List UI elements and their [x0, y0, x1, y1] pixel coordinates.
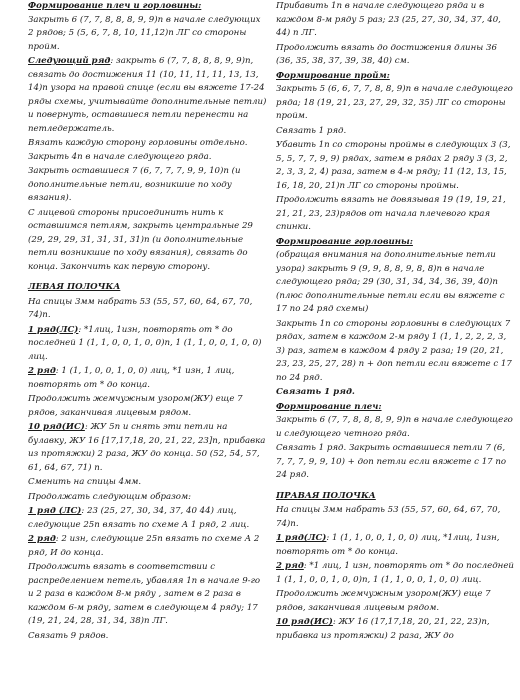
paragraph — [276, 401, 516, 442]
row-heading: 1 ряд(ЛС) — [28, 324, 79, 335]
section-title-left-front: ЛЕВАЯ ПОЛОЧКА — [28, 282, 121, 292]
paragraph — [276, 616, 516, 643]
paragraph: Связать 9 рядов. — [28, 630, 109, 641]
paragraph: Продолжить жемчужным узором(ЖУ) еще 7 рядов, заканчивая лицевым рядом. — [28, 394, 243, 418]
text: : *1 лиц, 1 изн, повторять от * до последней 1 (1, 1, 0, 0, 1, 0, 0)п, 1 (1, 1, 0, 0, 1, 0, 0) лиц. — [276, 561, 514, 585]
row-heading: 10 ряд(ИС) — [276, 617, 333, 627]
paragraph: Продолжить вязать не довязывая 19 (19, 19, 21, 21, 21, 23, 23)рядов от начала плечевого края спинки. — [276, 195, 506, 232]
paragraph — [28, 0, 268, 54]
paragraph — [276, 560, 516, 587]
paragraph — [276, 236, 516, 317]
paragraph — [28, 55, 268, 136]
row-heading: 10 ряд(ИС) — [28, 422, 85, 432]
paragraph: На спицы 3мм набрать 53 (55, 57, 60, 64, 67, 70, 74)п. — [28, 296, 253, 320]
row-heading: 1 ряд(ЛС) — [276, 533, 327, 543]
paragraph — [28, 505, 268, 532]
paragraph — [28, 421, 268, 475]
paragraph: Убавить 1п со стороны проймы в следующих 3 (3, 5, 5, 7, 7, 9, 9) рядах, затем в рядах 2 ряду 3 (3, 2, 2, 3, 3, 2, 4) раза, затем в 4-м ряду; 11 (12, 13, 15, 16, 18, 20, 21)п ЛГ со стороны проймы. — [276, 140, 511, 191]
text: Закрыть 6 (7, 7, 8, 8, 8, 9, 9)п в начале следующего и следующего четного ряда. — [276, 415, 513, 439]
paragraph: Продолжить жемчужным узором(ЖУ) еще 7 рядов, заканчивая лицевым рядом. — [276, 589, 491, 613]
section-heading: Формирование плеч: — [276, 401, 382, 412]
text: : 2 изн, следующие 25п вязать по схеме А 2 ряд, И до конца. — [28, 534, 260, 558]
row-heading: Следующий ряд — [28, 56, 111, 66]
section-heading: Формирование горловины: — [276, 236, 413, 247]
row-heading: 2 ряд — [28, 534, 56, 544]
paragraph: Связать 1 ряд. — [276, 125, 347, 136]
paragraph: Продолжить вязать в соответствии с распределением петель, убавляя 1п в начале 9-го и 2 раза в каждом 8-м ряду , затем в 2 раза в каждом 6-м ряду, затем в следующем 4 ряду; 17 (19, 21, 24, 28, 31, 34, 38)п ЛГ. — [28, 562, 261, 626]
paragraph: Вязать каждую сторону горловины отдельно. Закрыть 4п в начале следующего ряда. — [28, 138, 248, 162]
paragraph: Закрыть оставшиеся 7 (6, 7, 7, 7, 9, 9, 10)п (и дополнительные петли, возникшие по ходу вязания). — [28, 166, 241, 203]
paragraph: Закрыть 1п со стороны горловины в следующих 7 рядах, затем в каждом 2-м ряду 1 (1, 1, 2, 2, 2, 3, 3) раз, затем в каждом 4 ряду 2 раза; 19 (20, 21, 23, 23, 25, 27, 28) п + доп петли если вяжете с 17 по 24 ряд. — [276, 318, 512, 383]
text: Закрыть 6 (7, 7, 8, 8, 8, 9, 9)п в начале следующих 2 рядов; 5 (5, 6, 7, 8, 10, 11,12)п ЛГ со стороны пройм. — [28, 14, 261, 52]
paragraph — [28, 365, 268, 392]
row-heading: 2 ряд — [28, 366, 56, 376]
text: : ЖУ 5п и снять эти петли на булавку, ЖУ 16 [17,17,18, 20, 21, 22, 23]п, прибавка из протяжки) 2 раза, ЖУ до конца. 50 (52, 54, 57, 61, 64, 67, 71) п. — [28, 422, 266, 473]
paragraph: Сменить на спицы 4мм. — [28, 477, 142, 487]
paragraph: С лицевой стороны присоединить нить к оставшимся петлям, закрыть центральные 29 (29, 29, 29, 31, 31, 31, 31)п (и дополнительные петли возникшие по ходу вязания), связать до конца. Закончить как первую сторону. — [28, 207, 253, 272]
paragraph — [28, 533, 268, 560]
paragraph — [276, 70, 516, 124]
text: : закрыть 6 (7, 7, 8, 8, 8, 9, 9)п, связать до достижения 11 (10, 11, 11, 11, 13, 13, 14)п узора на правой спице (если вы вяжете 17-24 ряды схемы, учитывайте дополнительные петли) и повернуть, оставшиеся петли перенести на петледержатель. — [28, 56, 267, 134]
text: : 1 (1, 1, 0, 0, 1, 0, 0) лиц, *1лиц, 1изн, повторять от * до конца. — [276, 533, 500, 557]
text: : *1лиц, 1изн, повторять от * до последней 1 (1, 1, 0, 0, 1, 0, 0)п, 1 (1, 1, 0, 0, 1, 0, 0) лиц. — [28, 324, 262, 362]
paragraph: Связать 1 ряд. Закрыть оставшиеся петли 7 (6, 7, 7, 7, 9, 9, 10) + доп петли если вяжете с 17 по 24 ряд. — [276, 443, 507, 480]
section-heading: Формирование пройм: — [276, 70, 390, 81]
paragraph: Прибавить 1п в начале следующего ряда и в каждом 8-м ряду 5 раз; 23 (25, 27, 30, 34, 37, 40, 44) п ЛГ. — [276, 1, 501, 38]
paragraph: На спицы 3мм набрать 53 (55, 57, 60, 64, 67, 70, 74)п. — [276, 505, 501, 529]
paragraph: Продолжить вязать до достижения длины 36 (36, 35, 38, 37, 39, 38, 40) см. — [276, 42, 497, 66]
row-heading: 2 ряд — [276, 561, 304, 571]
text: : 1 (1, 1, 0, 0, 1, 0, 0) лиц, *1 изн, 1 лиц, повторять от * до конца. — [28, 366, 235, 390]
right-column — [276, 0, 516, 643]
row-heading: 1 ряд (ЛС) — [28, 506, 82, 516]
paragraph: Связать 1 ряд. — [276, 387, 355, 397]
left-column — [28, 0, 268, 643]
paragraph: Продолжать следующим образом: — [28, 491, 192, 502]
paragraph — [276, 532, 516, 559]
section-heading: Формирование плеч и горловины: — [28, 1, 202, 11]
paragraph — [28, 324, 268, 365]
section-title-right-front: ПРАВАЯ ПОЛОЧКА — [276, 490, 376, 501]
text: : 23 (25, 27, 30, 34, 37, 40 44) лиц, следующие 25п вязать по схеме А 1 ряд, 2 лиц. — [28, 506, 250, 530]
text: (обращая внимания на дополнительные петли узора) закрыть 9 (9, 9, 8, 8, 9, 8, 8)п в начале следующего ряда; 29 (30, 31, 34, 34, 36, 39, 40)п (плюс дополнительные петли если вы вяжете с 17 по 24 ряд схемы) — [276, 250, 505, 314]
text: Закрыть 5 (6, 6, 7, 7, 8, 8, 9)п в начале следующего ряда; 18 (19, 21, 23, 27, 29, 32, 35) ЛГ со стороны пройм. — [276, 84, 513, 121]
text: : ЖУ 16 (17,17,18, 20, 21, 22, 23)п, прибавка из протяжки) 2 раза, ЖУ до — [276, 617, 490, 641]
